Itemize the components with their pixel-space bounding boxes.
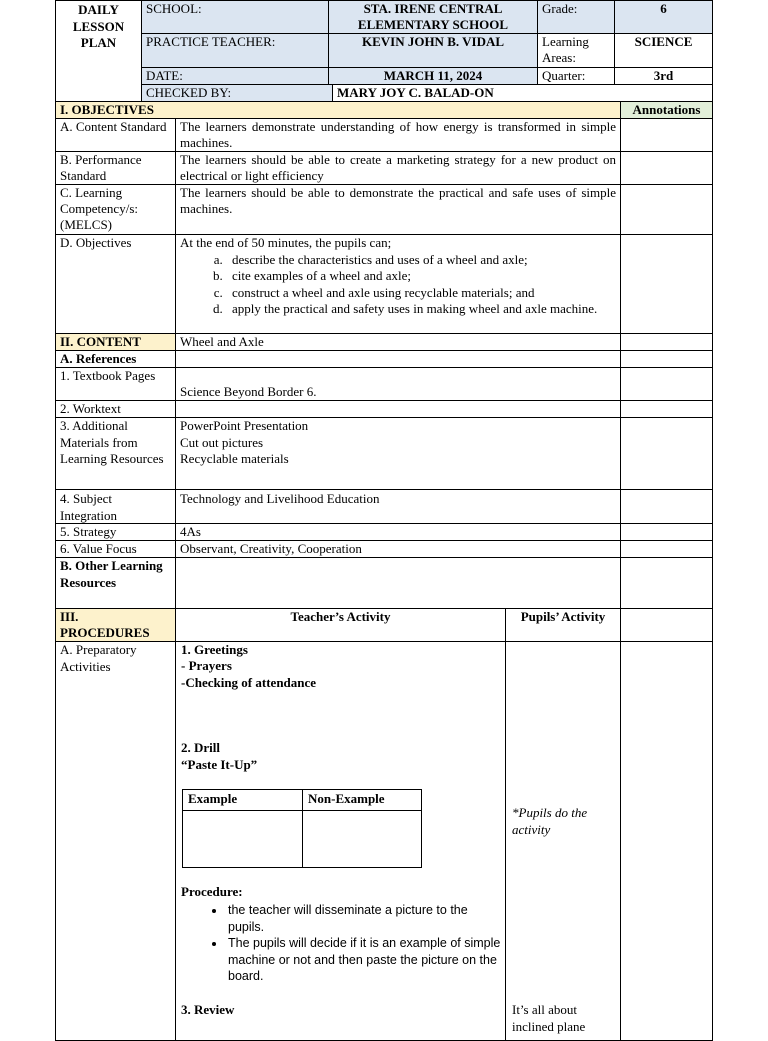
drill-table-col2-header <box>302 789 422 811</box>
quarter-label: Quarter: <box>542 68 586 83</box>
procedure-item: • the teacher will disseminate a picture to the pupils. <box>226 902 506 935</box>
drill-table-col2-label: Non-Example <box>308 791 385 806</box>
objective-item: d. apply the practical and safety uses in making wheel and axle machine. <box>226 301 616 318</box>
teacher-value: KEVIN JOHN B. VIDAL <box>361 34 505 49</box>
competency-label-cell <box>55 184 176 235</box>
school-value-cell <box>328 0 538 34</box>
additional-cell <box>175 417 621 490</box>
objective-item: a. describe the characteristics and uses of a wheel and axle; <box>226 252 616 269</box>
textbook-cell <box>175 367 621 401</box>
checked-label: CHECKED BY: <box>146 85 232 100</box>
school-value: STA. IRENE CENTRAL ELEMENTARY SCHOOL <box>357 1 509 32</box>
areas-label: Learning Areas: <box>542 34 589 65</box>
performance-standard-label: B. Performance Standard <box>60 152 142 183</box>
value-focus-cell <box>175 540 621 558</box>
worktext-label: 2. Worktext <box>60 401 121 416</box>
objectives-heading: I. OBJECTIVES <box>60 102 154 117</box>
objectives-label-cell <box>55 234 176 334</box>
teacher-label: PRACTICE TEACHER: <box>146 34 276 49</box>
date-value-cell <box>328 67 538 85</box>
grade-value: 6 <box>660 1 667 16</box>
checked-label-cell <box>141 84 333 102</box>
procedures-heading: III. PROCEDURES <box>60 609 150 640</box>
objectives-intro: At the end of 50 minutes, the pupils can; <box>180 235 392 250</box>
objective-item: c. construct a wheel and axle using recyclable materials; and <box>226 285 616 302</box>
prayers: - Prayers <box>181 658 232 673</box>
annotation-cell-12 <box>620 540 713 558</box>
strategy-label-cell <box>55 523 176 541</box>
other-resources-cell <box>175 557 621 609</box>
annotations-heading-cell <box>620 101 713 119</box>
annotations-heading: Annotations <box>632 102 701 117</box>
value-focus-label-cell <box>55 540 176 558</box>
competency-cell <box>175 184 621 235</box>
content-heading-cell <box>55 333 176 351</box>
procedures-heading-cell <box>55 608 176 642</box>
other-resources-label-cell <box>55 557 176 609</box>
strategy-cell <box>175 523 621 541</box>
teacher-activity-heading: Teacher’s Activity <box>290 609 391 624</box>
drill-table-example-cell <box>182 810 303 868</box>
areas-label-cell <box>537 33 615 68</box>
areas-value: SCIENCE <box>634 34 693 49</box>
annotation-cell-4 <box>620 234 713 334</box>
additional-item: Recyclable materials <box>180 451 289 466</box>
date-value: MARCH 11, 2024 <box>383 68 483 83</box>
checked-value: MARY JOY C. BALAD-ON <box>337 85 494 100</box>
annotation-cell-10 <box>620 489 713 524</box>
topic: Wheel and Axle <box>180 334 264 349</box>
annotation-cell-8 <box>620 400 713 418</box>
checked-value-cell <box>332 84 713 102</box>
attendance: -Checking of attendance <box>181 675 317 690</box>
annotation-cell-9 <box>620 417 713 490</box>
school-label: SCHOOL: <box>146 1 202 16</box>
objectives-list <box>180 252 616 318</box>
preparatory-label-cell <box>55 641 176 1041</box>
strategy-label: 5. Strategy <box>60 524 117 539</box>
additional-label: 3. Additional Materials from Learning Resources <box>60 418 164 466</box>
strategy-value: 4As <box>180 524 201 539</box>
date-label: DATE: <box>146 68 183 83</box>
pupils-activity-heading: Pupils’ Activity <box>520 609 606 624</box>
annotation-cell-3 <box>620 184 713 235</box>
annotation-cell-7 <box>620 367 713 401</box>
drill-title: “Paste It-Up” <box>181 757 258 772</box>
worktext-label-cell <box>55 400 176 418</box>
review-heading: 3. Review <box>181 1002 235 1017</box>
drill-table-col1-header <box>182 789 303 811</box>
quarter-value-cell <box>614 67 713 85</box>
annotation-cell-2 <box>620 151 713 185</box>
references-label-cell <box>55 350 176 368</box>
plan-title: DAILY LESSON PLAN <box>72 2 125 50</box>
drill-table <box>182 789 422 868</box>
objective-item: b. cite examples of a wheel and axle; <box>226 268 616 285</box>
integration-value: Technology and Livelihood Education <box>180 491 380 506</box>
annotation-cell-13 <box>620 557 713 609</box>
value-focus-value: Observant, Creativity, Cooperation <box>180 541 362 556</box>
textbook-label-cell <box>55 367 176 401</box>
pupils-activity-heading-cell <box>505 608 621 642</box>
objectives-cell <box>175 234 621 334</box>
additional-item: PowerPoint Presentation <box>180 418 309 433</box>
integration-cell <box>175 489 621 524</box>
preparatory-label: A. Preparatory Activities <box>60 642 137 674</box>
procedure-list <box>182 902 506 985</box>
references-cell <box>175 350 621 368</box>
content-standard: The learners demonstrate understanding of how energy is transformed in simple machines. <box>180 119 616 150</box>
annotation-cell-6 <box>620 350 713 368</box>
content-standard-cell <box>175 118 621 152</box>
teacher-label-cell <box>141 33 329 68</box>
competency-label: C. Learning Competency/s: (MELCS) <box>60 185 138 232</box>
objectives-heading-cell <box>55 101 621 119</box>
additional-label-cell <box>55 417 176 490</box>
date-label-cell <box>141 67 329 85</box>
value-focus-label: 6. Value Focus <box>60 541 137 556</box>
performance-standard: The learners should be able to create a marketing strategy for a new product on electrical or light efficiency <box>180 152 616 183</box>
grade-value-cell <box>614 0 713 34</box>
annotation-cell-5 <box>620 333 713 351</box>
integration-label: 4. Subject Integration <box>60 491 118 523</box>
greetings: 1. Greetings <box>181 642 248 657</box>
school-label-cell <box>141 0 329 34</box>
teacher-value-cell <box>328 33 538 68</box>
performance-standard-cell <box>175 151 621 185</box>
textbook-label: 1. Textbook Pages <box>60 368 156 383</box>
content-standard-label: A. Content Standard <box>60 119 167 134</box>
drill-table-nonexample-cell <box>302 810 422 868</box>
textbook-value: Science Beyond Border 6. <box>180 384 317 399</box>
procedure-item: • The pupils will decide if it is an example of simple machine or not and then paste the picture on the board. <box>226 935 506 985</box>
content-heading: II. CONTENT <box>60 334 141 349</box>
pupils-drill-note: *Pupils do the activity <box>512 805 588 837</box>
additional-item: Cut out pictures <box>180 434 264 450</box>
teacher-activity-heading-cell <box>175 608 506 642</box>
annotation-cell-14 <box>620 608 713 642</box>
content-standard-label-cell <box>55 118 176 152</box>
other-resources-label: B. Other Learning Resources <box>60 558 163 590</box>
areas-value-cell <box>614 33 713 68</box>
plan-title-cell <box>55 0 142 102</box>
drill-heading: 2. Drill <box>181 740 220 755</box>
objectives-label: D. Objectives <box>60 235 132 250</box>
annotation-cell-11 <box>620 523 713 541</box>
references-label: A. References <box>60 351 137 366</box>
quarter-value: 3rd <box>653 68 674 83</box>
performance-standard-label-cell <box>55 151 176 185</box>
pupils-review-note: It’s all about inclined plane <box>512 1002 586 1034</box>
grade-label-cell <box>537 0 615 34</box>
quarter-label-cell <box>537 67 615 85</box>
topic-cell <box>175 333 621 351</box>
pupils-activity-cell <box>505 641 621 1041</box>
annotation-cell-1 <box>620 118 713 152</box>
integration-label-cell <box>55 489 176 524</box>
procedure-label: Procedure: <box>181 884 243 899</box>
worktext-cell <box>175 400 621 418</box>
grade-label: Grade: <box>542 1 578 16</box>
competency: The learners should be able to demonstrate the practical and safe uses of simple machines. <box>180 185 616 216</box>
annotation-cell-15 <box>620 641 713 1041</box>
teacher-activity-cell <box>175 641 506 1041</box>
drill-table-col1-label: Example <box>188 791 238 806</box>
